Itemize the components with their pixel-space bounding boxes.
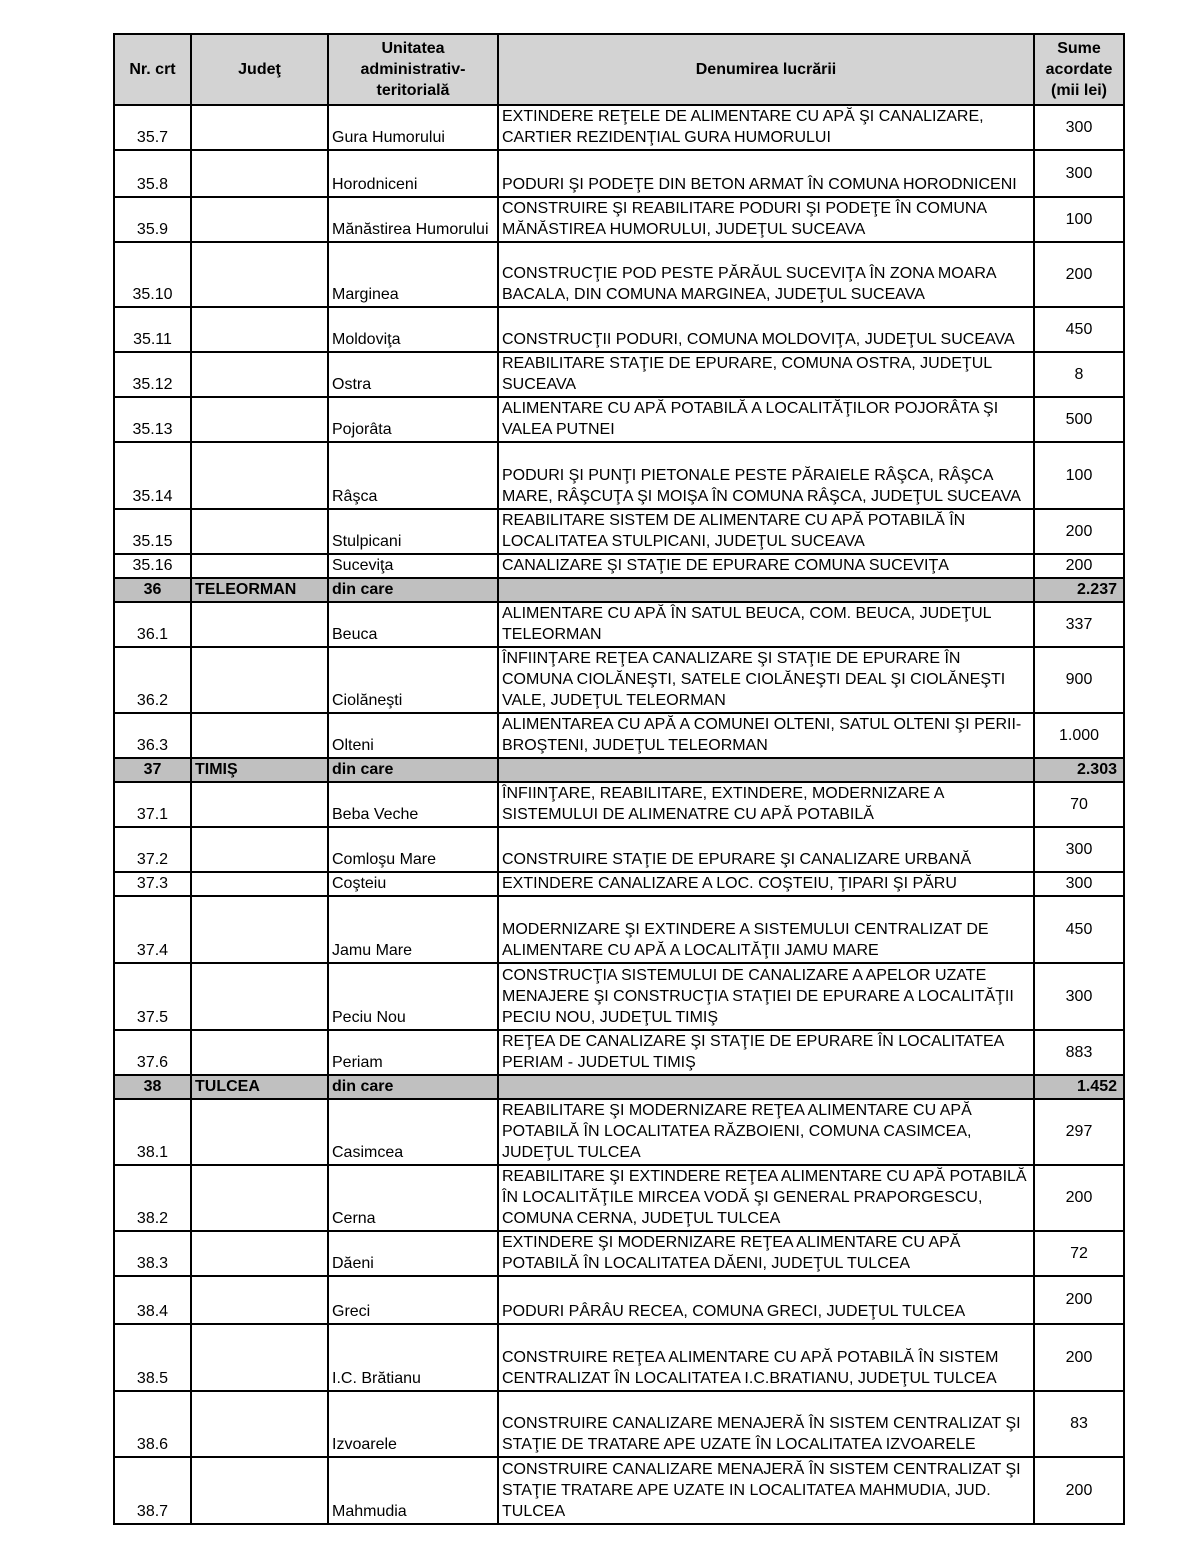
judet-cell: TULCEA <box>191 1075 328 1099</box>
work-row <box>114 397 1124 442</box>
work-row <box>114 197 1124 242</box>
sum-cell: 72 <box>1034 1231 1124 1276</box>
work-description-cell <box>498 758 1034 782</box>
work-description-cell: EXTINDERE REŢELE DE ALIMENTARE CU APĂ ŞI CANALIZARE, CARTIER REZIDENŢIAL GURA HUMORULUI <box>498 105 1034 150</box>
sum-cell: 337 <box>1034 602 1124 647</box>
sum-cell: 200 <box>1034 1457 1124 1524</box>
judet-cell <box>191 197 328 242</box>
unit-cell: Mănăstirea Humorului <box>328 197 498 242</box>
sum-cell: 900 <box>1034 647 1124 713</box>
judet-cell <box>191 896 328 963</box>
work-row <box>114 713 1124 758</box>
nr-crt-cell: 36.3 <box>114 713 191 758</box>
work-row <box>114 1030 1124 1075</box>
work-row <box>114 352 1124 397</box>
col-header-sume: Sume acordate (mii lei) <box>1034 34 1124 105</box>
unit-cell: Stulpicani <box>328 509 498 554</box>
county-summary-row <box>114 1075 1124 1099</box>
judet-cell <box>191 782 328 827</box>
judet-cell <box>191 509 328 554</box>
nr-crt-cell: 37.3 <box>114 872 191 896</box>
work-description-cell: PODURI ŞI PODEŢE DIN BETON ARMAT ÎN COMUNA HORODNICENI <box>498 150 1034 197</box>
judet-cell <box>191 150 328 197</box>
work-description-cell: CONSTRUCŢIA SISTEMULUI DE CANALIZARE A APELOR UZATE MENAJERE ŞI CONSTRUCŢIA STAŢIEI DE EPURARE A LOCALITĂŢII PECIU NOU, JUDEŢUL TIMIŞ <box>498 963 1034 1030</box>
work-row <box>114 1165 1124 1231</box>
unit-cell: Ciolăneşti <box>328 647 498 713</box>
judet-cell <box>191 242 328 307</box>
unit-cell: Periam <box>328 1030 498 1075</box>
judet-cell <box>191 352 328 397</box>
work-row <box>114 509 1124 554</box>
nr-crt-cell: 37.6 <box>114 1030 191 1075</box>
unit-cell: din care <box>328 758 498 782</box>
work-description-cell: ALIMENTARE CU APĂ POTABILĂ A LOCALITĂŢILOR POJORÂTA ŞI VALEA PUTNEI <box>498 397 1034 442</box>
nr-crt-cell: 35.10 <box>114 242 191 307</box>
work-row <box>114 242 1124 307</box>
unit-cell: Comloşu Mare <box>328 827 498 872</box>
sum-cell: 300 <box>1034 827 1124 872</box>
unit-cell: Peciu Nou <box>328 963 498 1030</box>
unit-cell: Beuca <box>328 602 498 647</box>
sum-cell: 300 <box>1034 872 1124 896</box>
sum-cell: 500 <box>1034 397 1124 442</box>
sum-cell: 100 <box>1034 197 1124 242</box>
unit-cell: I.C. Brătianu <box>328 1324 498 1391</box>
judet-cell <box>191 1231 328 1276</box>
sum-cell: 100 <box>1034 442 1124 509</box>
sum-cell: 883 <box>1034 1030 1124 1075</box>
judet-cell <box>191 647 328 713</box>
judet-cell <box>191 1030 328 1075</box>
nr-crt-cell: 38.4 <box>114 1276 191 1324</box>
unit-cell: Mahmudia <box>328 1457 498 1524</box>
work-row <box>114 442 1124 509</box>
unit-cell: Cerna <box>328 1165 498 1231</box>
work-description-cell: REABILITARE STAŢIE DE EPURARE, COMUNA OSTRA, JUDEŢUL SUCEAVA <box>498 352 1034 397</box>
judet-cell <box>191 1276 328 1324</box>
sum-cell: 8 <box>1034 352 1124 397</box>
work-description-cell: REABILITARE ŞI MODERNIZARE REŢEA ALIMENTARE CU APĂ POTABILĂ ÎN LOCALITATEA RĂZBOIENI, COMUNA CASIMCEA, JUDEŢUL TULCEA <box>498 1099 1034 1165</box>
sum-cell: 200 <box>1034 1165 1124 1231</box>
work-row <box>114 1324 1124 1391</box>
sum-cell: 200 <box>1034 242 1124 307</box>
unit-cell: din care <box>328 1075 498 1099</box>
sum-cell: 200 <box>1034 554 1124 578</box>
judet-cell <box>191 1324 328 1391</box>
sum-cell: 300 <box>1034 963 1124 1030</box>
unit-cell: Casimcea <box>328 1099 498 1165</box>
judet-cell <box>191 1165 328 1231</box>
judet-cell <box>191 105 328 150</box>
nr-crt-cell: 35.13 <box>114 397 191 442</box>
work-description-cell: EXTINDERE CANALIZARE A LOC. COŞTEIU, ŢIPARI ŞI PĂRU <box>498 872 1034 896</box>
work-description-cell: PODURI ŞI PUNŢI PIETONALE PESTE PĂRAIELE RÂŞCA, RÂŞCA MARE, RÂŞCUŢA ŞI MOIŞA ÎN COMUNA RÂŞCA, JUDEŢUL SUCEAVA <box>498 442 1034 509</box>
unit-cell: Horodniceni <box>328 150 498 197</box>
unit-cell: din care <box>328 578 498 602</box>
nr-crt-cell: 38.1 <box>114 1099 191 1165</box>
work-description-cell: PODURI PÂRÂU RECEA, COMUNA GRECI, JUDEŢUL TULCEA <box>498 1276 1034 1324</box>
table-header <box>114 34 1124 105</box>
sum-cell: 2.237 <box>1034 578 1124 602</box>
work-description-cell: CONSTRUIRE REŢEA ALIMENTARE CU APĂ POTABILĂ ÎN SISTEM CENTRALIZAT ÎN LOCALITATEA I.C.BRATIANU, JUDEŢUL TULCEA <box>498 1324 1034 1391</box>
col-header-denumire: Denumirea lucrării <box>498 34 1034 105</box>
work-row <box>114 1099 1124 1165</box>
sum-cell: 83 <box>1034 1391 1124 1457</box>
sum-cell: 450 <box>1034 307 1124 352</box>
nr-crt-cell: 38.6 <box>114 1391 191 1457</box>
sum-cell: 300 <box>1034 150 1124 197</box>
unit-cell: Gura Humorului <box>328 105 498 150</box>
work-description-cell <box>498 1075 1034 1099</box>
work-row <box>114 1276 1124 1324</box>
work-row <box>114 963 1124 1030</box>
nr-crt-cell: 38.5 <box>114 1324 191 1391</box>
sum-cell: 200 <box>1034 1276 1124 1324</box>
nr-crt-cell: 35.14 <box>114 442 191 509</box>
work-description-cell: REABILITARE SISTEM DE ALIMENTARE CU APĂ POTABILĂ ÎN LOCALITATEA STULPICANI, JUDEŢUL SUCEAVA <box>498 509 1034 554</box>
sum-cell: 1.000 <box>1034 713 1124 758</box>
sum-cell: 70 <box>1034 782 1124 827</box>
nr-crt-cell: 36.2 <box>114 647 191 713</box>
judet-cell <box>191 554 328 578</box>
sum-cell: 297 <box>1034 1099 1124 1165</box>
nr-crt-cell: 36 <box>114 578 191 602</box>
sum-cell: 2.303 <box>1034 758 1124 782</box>
nr-crt-cell: 38.7 <box>114 1457 191 1524</box>
nr-crt-cell: 35.9 <box>114 197 191 242</box>
unit-cell: Pojorâta <box>328 397 498 442</box>
nr-crt-cell: 37.4 <box>114 896 191 963</box>
nr-crt-cell: 35.11 <box>114 307 191 352</box>
work-row <box>114 1231 1124 1276</box>
unit-cell: Jamu Mare <box>328 896 498 963</box>
unit-cell: Izvoarele <box>328 1391 498 1457</box>
nr-crt-cell: 37.2 <box>114 827 191 872</box>
nr-crt-cell: 35.12 <box>114 352 191 397</box>
work-row <box>114 554 1124 578</box>
work-description-cell: CONSTRUCŢII PODURI, COMUNA MOLDOVIŢA, JUDEŢUL SUCEAVA <box>498 307 1034 352</box>
judet-cell <box>191 872 328 896</box>
work-row <box>114 896 1124 963</box>
sum-cell: 300 <box>1034 105 1124 150</box>
nr-crt-cell: 38.2 <box>114 1165 191 1231</box>
work-description-cell: ÎNFIINŢARE, REABILITARE, EXTINDERE, MODERNIZARE A SISTEMULUI DE ALIMENATRE CU APĂ POTABILĂ <box>498 782 1034 827</box>
nr-crt-cell: 37 <box>114 758 191 782</box>
judet-cell <box>191 1391 328 1457</box>
judet-cell: TELEORMAN <box>191 578 328 602</box>
sum-cell: 200 <box>1034 1324 1124 1391</box>
unit-cell: Greci <box>328 1276 498 1324</box>
header-row <box>114 34 1124 105</box>
work-description-cell: CONSTRUIRE CANALIZARE MENAJERĂ ÎN SISTEM CENTRALIZAT ŞI STAŢIE TRATARE APE UZATE IN LOCALITATEA MAHMUDIA, JUD. TULCEA <box>498 1457 1034 1524</box>
col-header-unitate: Unitatea administrativ-teritorială <box>328 34 498 105</box>
unit-cell: Moldoviţa <box>328 307 498 352</box>
work-row <box>114 872 1124 896</box>
unit-cell: Râşca <box>328 442 498 509</box>
judet-cell <box>191 442 328 509</box>
work-row <box>114 307 1124 352</box>
work-row <box>114 602 1124 647</box>
work-description-cell: ALIMENTARE CU APĂ ÎN SATUL BEUCA, COM. BEUCA, JUDEŢUL TELEORMAN <box>498 602 1034 647</box>
work-description-cell: MODERNIZARE ŞI EXTINDERE A SISTEMULUI CENTRALIZAT DE ALIMENTARE CU APĂ A LOCALITĂŢII JAMU MARE <box>498 896 1034 963</box>
work-description-cell: CONSTRUIRE STAŢIE DE EPURARE ŞI CANALIZARE URBANĂ <box>498 827 1034 872</box>
nr-crt-cell: 35.7 <box>114 105 191 150</box>
col-header-judet: Judeţ <box>191 34 328 105</box>
county-summary-row <box>114 758 1124 782</box>
judet-cell <box>191 1099 328 1165</box>
judet-cell <box>191 1457 328 1524</box>
funded-works-table <box>113 33 1125 1525</box>
nr-crt-cell: 38 <box>114 1075 191 1099</box>
sum-cell: 450 <box>1034 896 1124 963</box>
work-description-cell: CANALIZARE ŞI STAŢIE DE EPURARE COMUNA SUCEVIŢA <box>498 554 1034 578</box>
work-row <box>114 782 1124 827</box>
work-description-cell <box>498 578 1034 602</box>
judet-cell <box>191 713 328 758</box>
judet-cell <box>191 827 328 872</box>
nr-crt-cell: 36.1 <box>114 602 191 647</box>
nr-crt-cell: 38.3 <box>114 1231 191 1276</box>
unit-cell: Olteni <box>328 713 498 758</box>
unit-cell: Ostra <box>328 352 498 397</box>
judet-cell <box>191 963 328 1030</box>
work-row <box>114 1391 1124 1457</box>
table-body <box>114 105 1124 1524</box>
nr-crt-cell: 35.15 <box>114 509 191 554</box>
work-row <box>114 150 1124 197</box>
work-description-cell: REŢEA DE CANALIZARE ŞI STAŢIE DE EPURARE ÎN LOCALITATEA PERIAM - JUDETUL TIMIŞ <box>498 1030 1034 1075</box>
work-row <box>114 105 1124 150</box>
work-description-cell: REABILITARE ŞI EXTINDERE REŢEA ALIMENTARE CU APĂ POTABILĂ ÎN LOCALITĂŢILE MIRCEA VODĂ ŞI GENERAL PRAPORGESCU, COMUNA CERNA, JUDEŢUL TULCEA <box>498 1165 1034 1231</box>
unit-cell: Suceviţa <box>328 554 498 578</box>
col-header-nr-crt: Nr. crt <box>114 34 191 105</box>
funded-works-document <box>113 33 1125 1525</box>
work-row <box>114 1457 1124 1524</box>
work-row <box>114 647 1124 713</box>
work-description-cell: CONSTRUIRE CANALIZARE MENAJERĂ ÎN SISTEM CENTRALIZAT ŞI STAŢIE DE TRATARE APE UZATE ÎN LOCALITATEA IZVOARELE <box>498 1391 1034 1457</box>
judet-cell <box>191 397 328 442</box>
nr-crt-cell: 37.5 <box>114 963 191 1030</box>
sum-cell: 1.452 <box>1034 1075 1124 1099</box>
judet-cell <box>191 307 328 352</box>
sum-cell: 200 <box>1034 509 1124 554</box>
county-summary-row <box>114 578 1124 602</box>
nr-crt-cell: 35.8 <box>114 150 191 197</box>
work-description-cell: CONSTRUCŢIE POD PESTE PĂRĂUL SUCEVIŢA ÎN ZONA MOARA BACALA, DIN COMUNA MARGINEA, JUDEŢUL SUCEAVA <box>498 242 1034 307</box>
work-description-cell: CONSTRUIRE ŞI REABILITARE PODURI ŞI PODEŢE ÎN COMUNA MĂNĂSTIREA HUMORULUI, JUDEŢUL SUCEAVA <box>498 197 1034 242</box>
nr-crt-cell: 35.16 <box>114 554 191 578</box>
unit-cell: Beba Veche <box>328 782 498 827</box>
unit-cell: Coşteiu <box>328 872 498 896</box>
work-description-cell: ÎNFIINŢARE REŢEA CANALIZARE ŞI STAŢIE DE EPURARE ÎN COMUNA CIOLĂNEŞTI, SATELE CIOLĂNEŞTI DEAL ŞI CIOLĂNEŞTI VALE, JUDEŢUL TELEORMAN <box>498 647 1034 713</box>
work-row <box>114 827 1124 872</box>
unit-cell: Marginea <box>328 242 498 307</box>
judet-cell <box>191 602 328 647</box>
work-description-cell: EXTINDERE ŞI MODERNIZARE REŢEA ALIMENTARE CU APĂ POTABILĂ ÎN LOCALITATEA DĂENI, JUDEŢUL TULCEA <box>498 1231 1034 1276</box>
nr-crt-cell: 37.1 <box>114 782 191 827</box>
judet-cell: TIMIŞ <box>191 758 328 782</box>
unit-cell: Dăeni <box>328 1231 498 1276</box>
work-description-cell: ALIMENTAREA CU APĂ A COMUNEI OLTENI, SATUL OLTENI ŞI PERII-BROŞTENI, JUDEŢUL TELEORMAN <box>498 713 1034 758</box>
